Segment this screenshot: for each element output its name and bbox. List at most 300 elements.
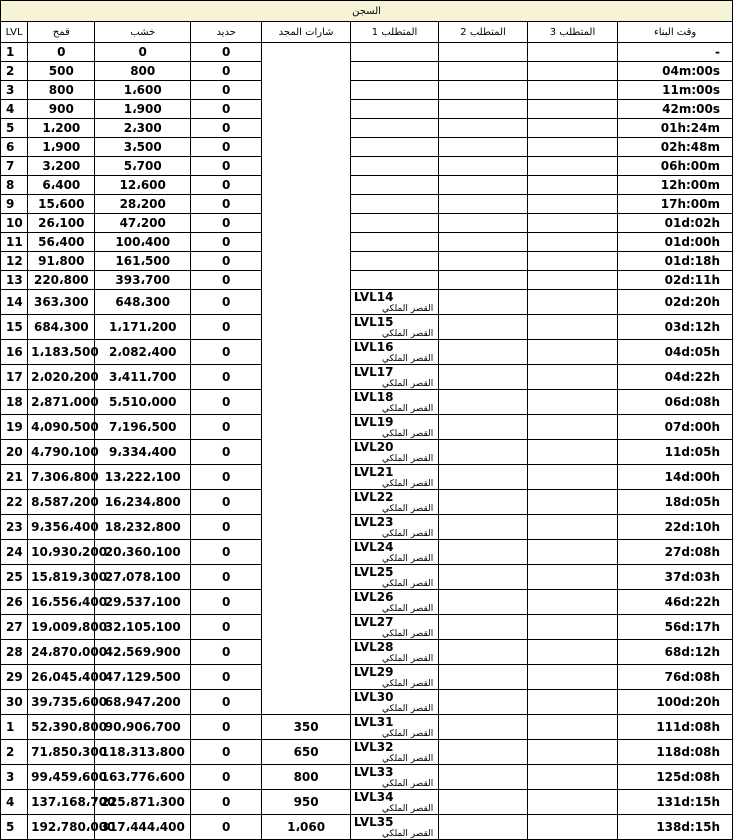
- cell-lvl: 30: [1, 690, 28, 715]
- cell-req1: [350, 815, 438, 840]
- cell-req1: [350, 665, 438, 690]
- cell-req2: [439, 138, 527, 157]
- cell-req3: [527, 252, 617, 271]
- cell-req3: [527, 415, 617, 440]
- req1-level: LVL34: [353, 790, 394, 804]
- table-row: [1, 490, 733, 515]
- cell-req2: [439, 271, 527, 290]
- table-row: [1, 119, 733, 138]
- cell-lvl: 7: [1, 157, 28, 176]
- req1-building-name: القصر الملكي: [381, 729, 434, 739]
- req1-building-name: القصر الملكي: [381, 579, 434, 589]
- table-row: [1, 590, 733, 615]
- cell-glory: [262, 43, 350, 62]
- cell-req2: [439, 365, 527, 390]
- cell-iron: 0: [190, 540, 261, 565]
- cell-req3: [527, 119, 617, 138]
- cell-req2: [439, 195, 527, 214]
- cell-build-time: -: [618, 43, 733, 62]
- table-row: [1, 214, 733, 233]
- cell-wheat: 900: [28, 100, 95, 119]
- cell-iron: 0: [190, 119, 261, 138]
- cell-wood: 9،334،400: [95, 440, 191, 465]
- cell-iron: 0: [190, 271, 261, 290]
- cell-req2: [439, 590, 527, 615]
- cell-glory: 350: [262, 715, 350, 740]
- header-wheat: قمح: [28, 22, 95, 43]
- cell-req1: [350, 81, 438, 100]
- table-row: [1, 565, 733, 590]
- cell-glory: [262, 640, 350, 665]
- req1-level: LVL29: [353, 665, 394, 679]
- cell-req2: [439, 340, 527, 365]
- table-row: [1, 138, 733, 157]
- req1-level: LVL15: [353, 315, 394, 329]
- cell-iron: 0: [190, 214, 261, 233]
- cell-wheat: 7،306،800: [28, 465, 95, 490]
- table-row: [1, 815, 733, 840]
- cell-glory: 650: [262, 740, 350, 765]
- cell-lvl: 6: [1, 138, 28, 157]
- header-build-time: وقت البناء: [618, 22, 733, 43]
- req1-level: LVL27: [353, 615, 394, 629]
- cell-wood: 3،411،700: [95, 365, 191, 390]
- cell-glory: [262, 157, 350, 176]
- cell-wheat: 1،183،500: [28, 340, 95, 365]
- cell-lvl: 16: [1, 340, 28, 365]
- req1-building-name: القصر الملكي: [381, 429, 434, 439]
- cell-req1: [350, 640, 438, 665]
- cell-lvl: 20: [1, 440, 28, 465]
- cell-lvl: 9: [1, 195, 28, 214]
- cell-wood: 32،105،100: [95, 615, 191, 640]
- table-row: [1, 290, 733, 315]
- cell-glory: [262, 271, 350, 290]
- cell-wood: 118،313،800: [95, 740, 191, 765]
- cell-wood: 20،360،100: [95, 540, 191, 565]
- cell-wheat: 137،168،700: [28, 790, 95, 815]
- cell-lvl: 25: [1, 565, 28, 590]
- cell-req3: [527, 81, 617, 100]
- table-row: [1, 176, 733, 195]
- cell-req1: [350, 690, 438, 715]
- cell-wood: 42،569،900: [95, 640, 191, 665]
- cell-wood: 393،700: [95, 271, 191, 290]
- cell-lvl: 2: [1, 62, 28, 81]
- cell-req1: [350, 365, 438, 390]
- cell-req1: [350, 157, 438, 176]
- cell-build-time: 125d:08h: [618, 765, 733, 790]
- cell-lvl: 1: [1, 43, 28, 62]
- cell-req3: [527, 790, 617, 815]
- table-row: [1, 615, 733, 640]
- cell-req1: [350, 214, 438, 233]
- cell-wheat: 91،800: [28, 252, 95, 271]
- cell-iron: 0: [190, 740, 261, 765]
- cell-wood: 47،129،500: [95, 665, 191, 690]
- cell-req3: [527, 590, 617, 615]
- cell-lvl: 27: [1, 615, 28, 640]
- cell-wheat: 19،009،800: [28, 615, 95, 640]
- cell-req2: [439, 815, 527, 840]
- cell-lvl: 21: [1, 465, 28, 490]
- table-row: [1, 62, 733, 81]
- cell-wood: 47،200: [95, 214, 191, 233]
- cell-iron: 0: [190, 290, 261, 315]
- cell-wheat: 3،200: [28, 157, 95, 176]
- cell-req1: [350, 290, 438, 315]
- cell-build-time: 01d:00h: [618, 233, 733, 252]
- cell-build-time: 12h:00m: [618, 176, 733, 195]
- cell-req1: [350, 62, 438, 81]
- req1-building-name: القصر الملكي: [381, 779, 434, 789]
- cell-iron: 0: [190, 252, 261, 271]
- cell-iron: 0: [190, 390, 261, 415]
- table-row: [1, 665, 733, 690]
- cell-wood: 5،510،000: [95, 390, 191, 415]
- req1-level: LVL21: [353, 465, 394, 479]
- cell-glory: [262, 415, 350, 440]
- cell-req3: [527, 490, 617, 515]
- req1-level: LVL23: [353, 515, 394, 529]
- cell-build-time: 118d:08h: [618, 740, 733, 765]
- cell-lvl: 8: [1, 176, 28, 195]
- cell-wood: 1،171،200: [95, 315, 191, 340]
- header-wood: خشب: [95, 22, 191, 43]
- cell-glory: [262, 465, 350, 490]
- cell-build-time: 111d:08h: [618, 715, 733, 740]
- cell-req1: [350, 390, 438, 415]
- cell-req2: [439, 765, 527, 790]
- cell-req2: [439, 790, 527, 815]
- cell-wood: 1،900: [95, 100, 191, 119]
- cell-lvl: 4: [1, 100, 28, 119]
- cell-req3: [527, 665, 617, 690]
- cell-req2: [439, 715, 527, 740]
- cell-build-time: 27d:08h: [618, 540, 733, 565]
- table-row: [1, 100, 733, 119]
- req1-level: LVL14: [353, 290, 394, 304]
- table-row: [1, 315, 733, 340]
- req1-level: LVL30: [353, 690, 394, 704]
- cell-req2: [439, 119, 527, 138]
- cell-req3: [527, 157, 617, 176]
- table-row: [1, 790, 733, 815]
- cell-lvl: 18: [1, 390, 28, 415]
- cell-req3: [527, 690, 617, 715]
- cell-glory: [262, 62, 350, 81]
- cell-glory: [262, 340, 350, 365]
- cell-req3: [527, 100, 617, 119]
- cell-build-time: 37d:03h: [618, 565, 733, 590]
- cell-build-time: 46d:22h: [618, 590, 733, 615]
- cell-build-time: 76d:08h: [618, 665, 733, 690]
- cell-wood: 2،300: [95, 119, 191, 138]
- cell-iron: 0: [190, 100, 261, 119]
- cell-wheat: 16،556،400: [28, 590, 95, 615]
- req1-building-name: القصر الملكي: [381, 654, 434, 664]
- cell-wood: 90،906،700: [95, 715, 191, 740]
- cell-req2: [439, 440, 527, 465]
- cell-build-time: 17h:00m: [618, 195, 733, 214]
- table-row: [1, 365, 733, 390]
- cell-req1: [350, 590, 438, 615]
- cell-lvl: 3: [1, 81, 28, 100]
- table-row: [1, 252, 733, 271]
- cell-req2: [439, 640, 527, 665]
- cell-req3: [527, 815, 617, 840]
- cell-iron: 0: [190, 365, 261, 390]
- req1-level: LVL17: [353, 365, 394, 379]
- cell-glory: [262, 565, 350, 590]
- cell-wood: 317،444،400: [95, 815, 191, 840]
- cell-iron: 0: [190, 138, 261, 157]
- cell-glory: [262, 290, 350, 315]
- cell-wheat: 800: [28, 81, 95, 100]
- cell-wheat: 684،300: [28, 315, 95, 340]
- cell-lvl: 1: [1, 715, 28, 740]
- cell-wheat: 6،400: [28, 176, 95, 195]
- cell-req1: [350, 233, 438, 252]
- cell-glory: [262, 315, 350, 340]
- req1-level: LVL31: [353, 715, 394, 729]
- cell-glory: [262, 100, 350, 119]
- cell-iron: 0: [190, 490, 261, 515]
- req1-building-name: القصر الملكي: [381, 704, 434, 714]
- cell-req2: [439, 43, 527, 62]
- cell-glory: [262, 176, 350, 195]
- cell-wheat: 15،819،300: [28, 565, 95, 590]
- cell-wheat: 2،020،200: [28, 365, 95, 390]
- cell-req3: [527, 615, 617, 640]
- cell-wood: 12،600: [95, 176, 191, 195]
- cell-lvl: 22: [1, 490, 28, 515]
- cell-wheat: 8،587،200: [28, 490, 95, 515]
- cell-lvl: 19: [1, 415, 28, 440]
- cell-req3: [527, 62, 617, 81]
- req1-building-name: القصر الملكي: [381, 329, 434, 339]
- cell-iron: 0: [190, 157, 261, 176]
- cell-req1: [350, 615, 438, 640]
- req1-level: LVL20: [353, 440, 394, 454]
- cell-req2: [439, 100, 527, 119]
- header-glory: شارات المجد: [262, 22, 350, 43]
- cell-req2: [439, 214, 527, 233]
- cell-req3: [527, 540, 617, 565]
- cell-wheat: 500: [28, 62, 95, 81]
- req1-building-name: القصر الملكي: [381, 804, 434, 814]
- header-iron: حديد: [190, 22, 261, 43]
- cell-wheat: 0: [28, 43, 95, 62]
- cell-glory: [262, 195, 350, 214]
- cell-wheat: 363،300: [28, 290, 95, 315]
- cell-req1: [350, 515, 438, 540]
- req1-building-name: القصر الملكي: [381, 829, 434, 839]
- cell-req3: [527, 176, 617, 195]
- req1-level: LVL16: [353, 340, 394, 354]
- cell-wood: 3،500: [95, 138, 191, 157]
- cell-req3: [527, 715, 617, 740]
- req1-level: LVL18: [353, 390, 394, 404]
- header-req1: المتطلب 1: [350, 22, 438, 43]
- cell-wheat: 1،900: [28, 138, 95, 157]
- cell-wood: 7،196،500: [95, 415, 191, 440]
- cell-wheat: 52،390،800: [28, 715, 95, 740]
- cell-req2: [439, 515, 527, 540]
- req1-level: LVL24: [353, 540, 394, 554]
- cell-req2: [439, 62, 527, 81]
- cell-glory: [262, 615, 350, 640]
- cell-build-time: 02d:11h: [618, 271, 733, 290]
- cell-build-time: 02d:20h: [618, 290, 733, 315]
- req1-building-name: القصر الملكي: [381, 504, 434, 514]
- cell-glory: [262, 690, 350, 715]
- cell-iron: 0: [190, 790, 261, 815]
- req1-level: LVL28: [353, 640, 394, 654]
- cell-build-time: 100d:20h: [618, 690, 733, 715]
- cell-iron: 0: [190, 590, 261, 615]
- cell-iron: 0: [190, 715, 261, 740]
- cell-lvl: 13: [1, 271, 28, 290]
- cell-req1: [350, 195, 438, 214]
- cell-wheat: 192،780،000: [28, 815, 95, 840]
- cell-glory: [262, 490, 350, 515]
- cell-wood: 13،222،100: [95, 465, 191, 490]
- table-row: [1, 515, 733, 540]
- header-req3: المتطلب 3: [527, 22, 617, 43]
- req1-level: LVL26: [353, 590, 394, 604]
- cell-iron: 0: [190, 765, 261, 790]
- cell-wood: 163،776،600: [95, 765, 191, 790]
- cell-wheat: 26،100: [28, 214, 95, 233]
- cell-wheat: 56،400: [28, 233, 95, 252]
- cell-lvl: 24: [1, 540, 28, 565]
- cell-req1: [350, 176, 438, 195]
- cell-iron: 0: [190, 195, 261, 214]
- cell-build-time: 68d:12h: [618, 640, 733, 665]
- cell-build-time: 22d:10h: [618, 515, 733, 540]
- cell-req1: [350, 340, 438, 365]
- cell-wood: 800: [95, 62, 191, 81]
- cell-wheat: 1،200: [28, 119, 95, 138]
- cell-wood: 0: [95, 43, 191, 62]
- cell-wheat: 9،356،400: [28, 515, 95, 540]
- req1-level: LVL25: [353, 565, 394, 579]
- cell-build-time: 04d:22h: [618, 365, 733, 390]
- cell-req3: [527, 465, 617, 490]
- req1-level: LVL33: [353, 765, 394, 779]
- cell-lvl: 5: [1, 815, 28, 840]
- table-row: [1, 415, 733, 440]
- cell-build-time: 06d:08h: [618, 390, 733, 415]
- cell-req2: [439, 252, 527, 271]
- cell-glory: [262, 252, 350, 271]
- req1-building-name: القصر الملكي: [381, 754, 434, 764]
- cell-lvl: 2: [1, 740, 28, 765]
- cell-req1: [350, 790, 438, 815]
- cell-req3: [527, 340, 617, 365]
- sheet-title: السجن: [1, 1, 733, 22]
- cell-wheat: 220،800: [28, 271, 95, 290]
- cell-iron: 0: [190, 233, 261, 252]
- req1-building-name: القصر الملكي: [381, 529, 434, 539]
- req1-building-name: القصر الملكي: [381, 554, 434, 564]
- cell-req2: [439, 390, 527, 415]
- cell-iron: 0: [190, 565, 261, 590]
- cell-req1: [350, 100, 438, 119]
- cell-glory: [262, 365, 350, 390]
- cell-glory: 1،060: [262, 815, 350, 840]
- cell-req2: [439, 565, 527, 590]
- cell-glory: [262, 515, 350, 540]
- cell-wood: 28،200: [95, 195, 191, 214]
- req1-building-name: القصر الملكي: [381, 479, 434, 489]
- cell-build-time: 01h:24m: [618, 119, 733, 138]
- cell-req1: [350, 138, 438, 157]
- cell-glory: [262, 81, 350, 100]
- cell-req1: [350, 315, 438, 340]
- header-req2: المتطلب 2: [439, 22, 527, 43]
- cell-build-time: 11m:00s: [618, 81, 733, 100]
- cell-glory: [262, 390, 350, 415]
- cell-req1: [350, 740, 438, 765]
- cell-wood: 100،400: [95, 233, 191, 252]
- cell-wood: 27،078،100: [95, 565, 191, 590]
- cell-lvl: 26: [1, 590, 28, 615]
- cell-req2: [439, 176, 527, 195]
- cell-iron: 0: [190, 640, 261, 665]
- cell-req1: [350, 252, 438, 271]
- cell-req3: [527, 515, 617, 540]
- cell-iron: 0: [190, 81, 261, 100]
- cell-glory: [262, 233, 350, 252]
- cell-req3: [527, 315, 617, 340]
- cell-req3: [527, 195, 617, 214]
- table-row: [1, 465, 733, 490]
- cell-build-time: 04m:00s: [618, 62, 733, 81]
- table-row: [1, 81, 733, 100]
- cell-lvl: 3: [1, 765, 28, 790]
- cell-req3: [527, 740, 617, 765]
- cell-req3: [527, 138, 617, 157]
- table-row: [1, 43, 733, 62]
- cell-build-time: 07d:00h: [618, 415, 733, 440]
- req1-building-name: القصر الملكي: [381, 304, 434, 314]
- cell-req1: [350, 43, 438, 62]
- cell-req2: [439, 690, 527, 715]
- req1-building-name: القصر الملكي: [381, 679, 434, 689]
- cell-wood: 225،871،300: [95, 790, 191, 815]
- cell-build-time: 131d:15h: [618, 790, 733, 815]
- cell-lvl: 4: [1, 790, 28, 815]
- cell-wood: 1،600: [95, 81, 191, 100]
- cell-lvl: 10: [1, 214, 28, 233]
- cell-lvl: 5: [1, 119, 28, 138]
- table-row: [1, 690, 733, 715]
- cell-iron: 0: [190, 815, 261, 840]
- table-row: [1, 195, 733, 214]
- cell-iron: 0: [190, 176, 261, 195]
- cell-lvl: 29: [1, 665, 28, 690]
- table-row: [1, 340, 733, 365]
- cell-build-time: 04d:05h: [618, 340, 733, 365]
- table-row: [1, 540, 733, 565]
- cell-req1: [350, 465, 438, 490]
- cell-wood: 29،537،100: [95, 590, 191, 615]
- cell-lvl: 11: [1, 233, 28, 252]
- cell-req1: [350, 540, 438, 565]
- cell-iron: 0: [190, 465, 261, 490]
